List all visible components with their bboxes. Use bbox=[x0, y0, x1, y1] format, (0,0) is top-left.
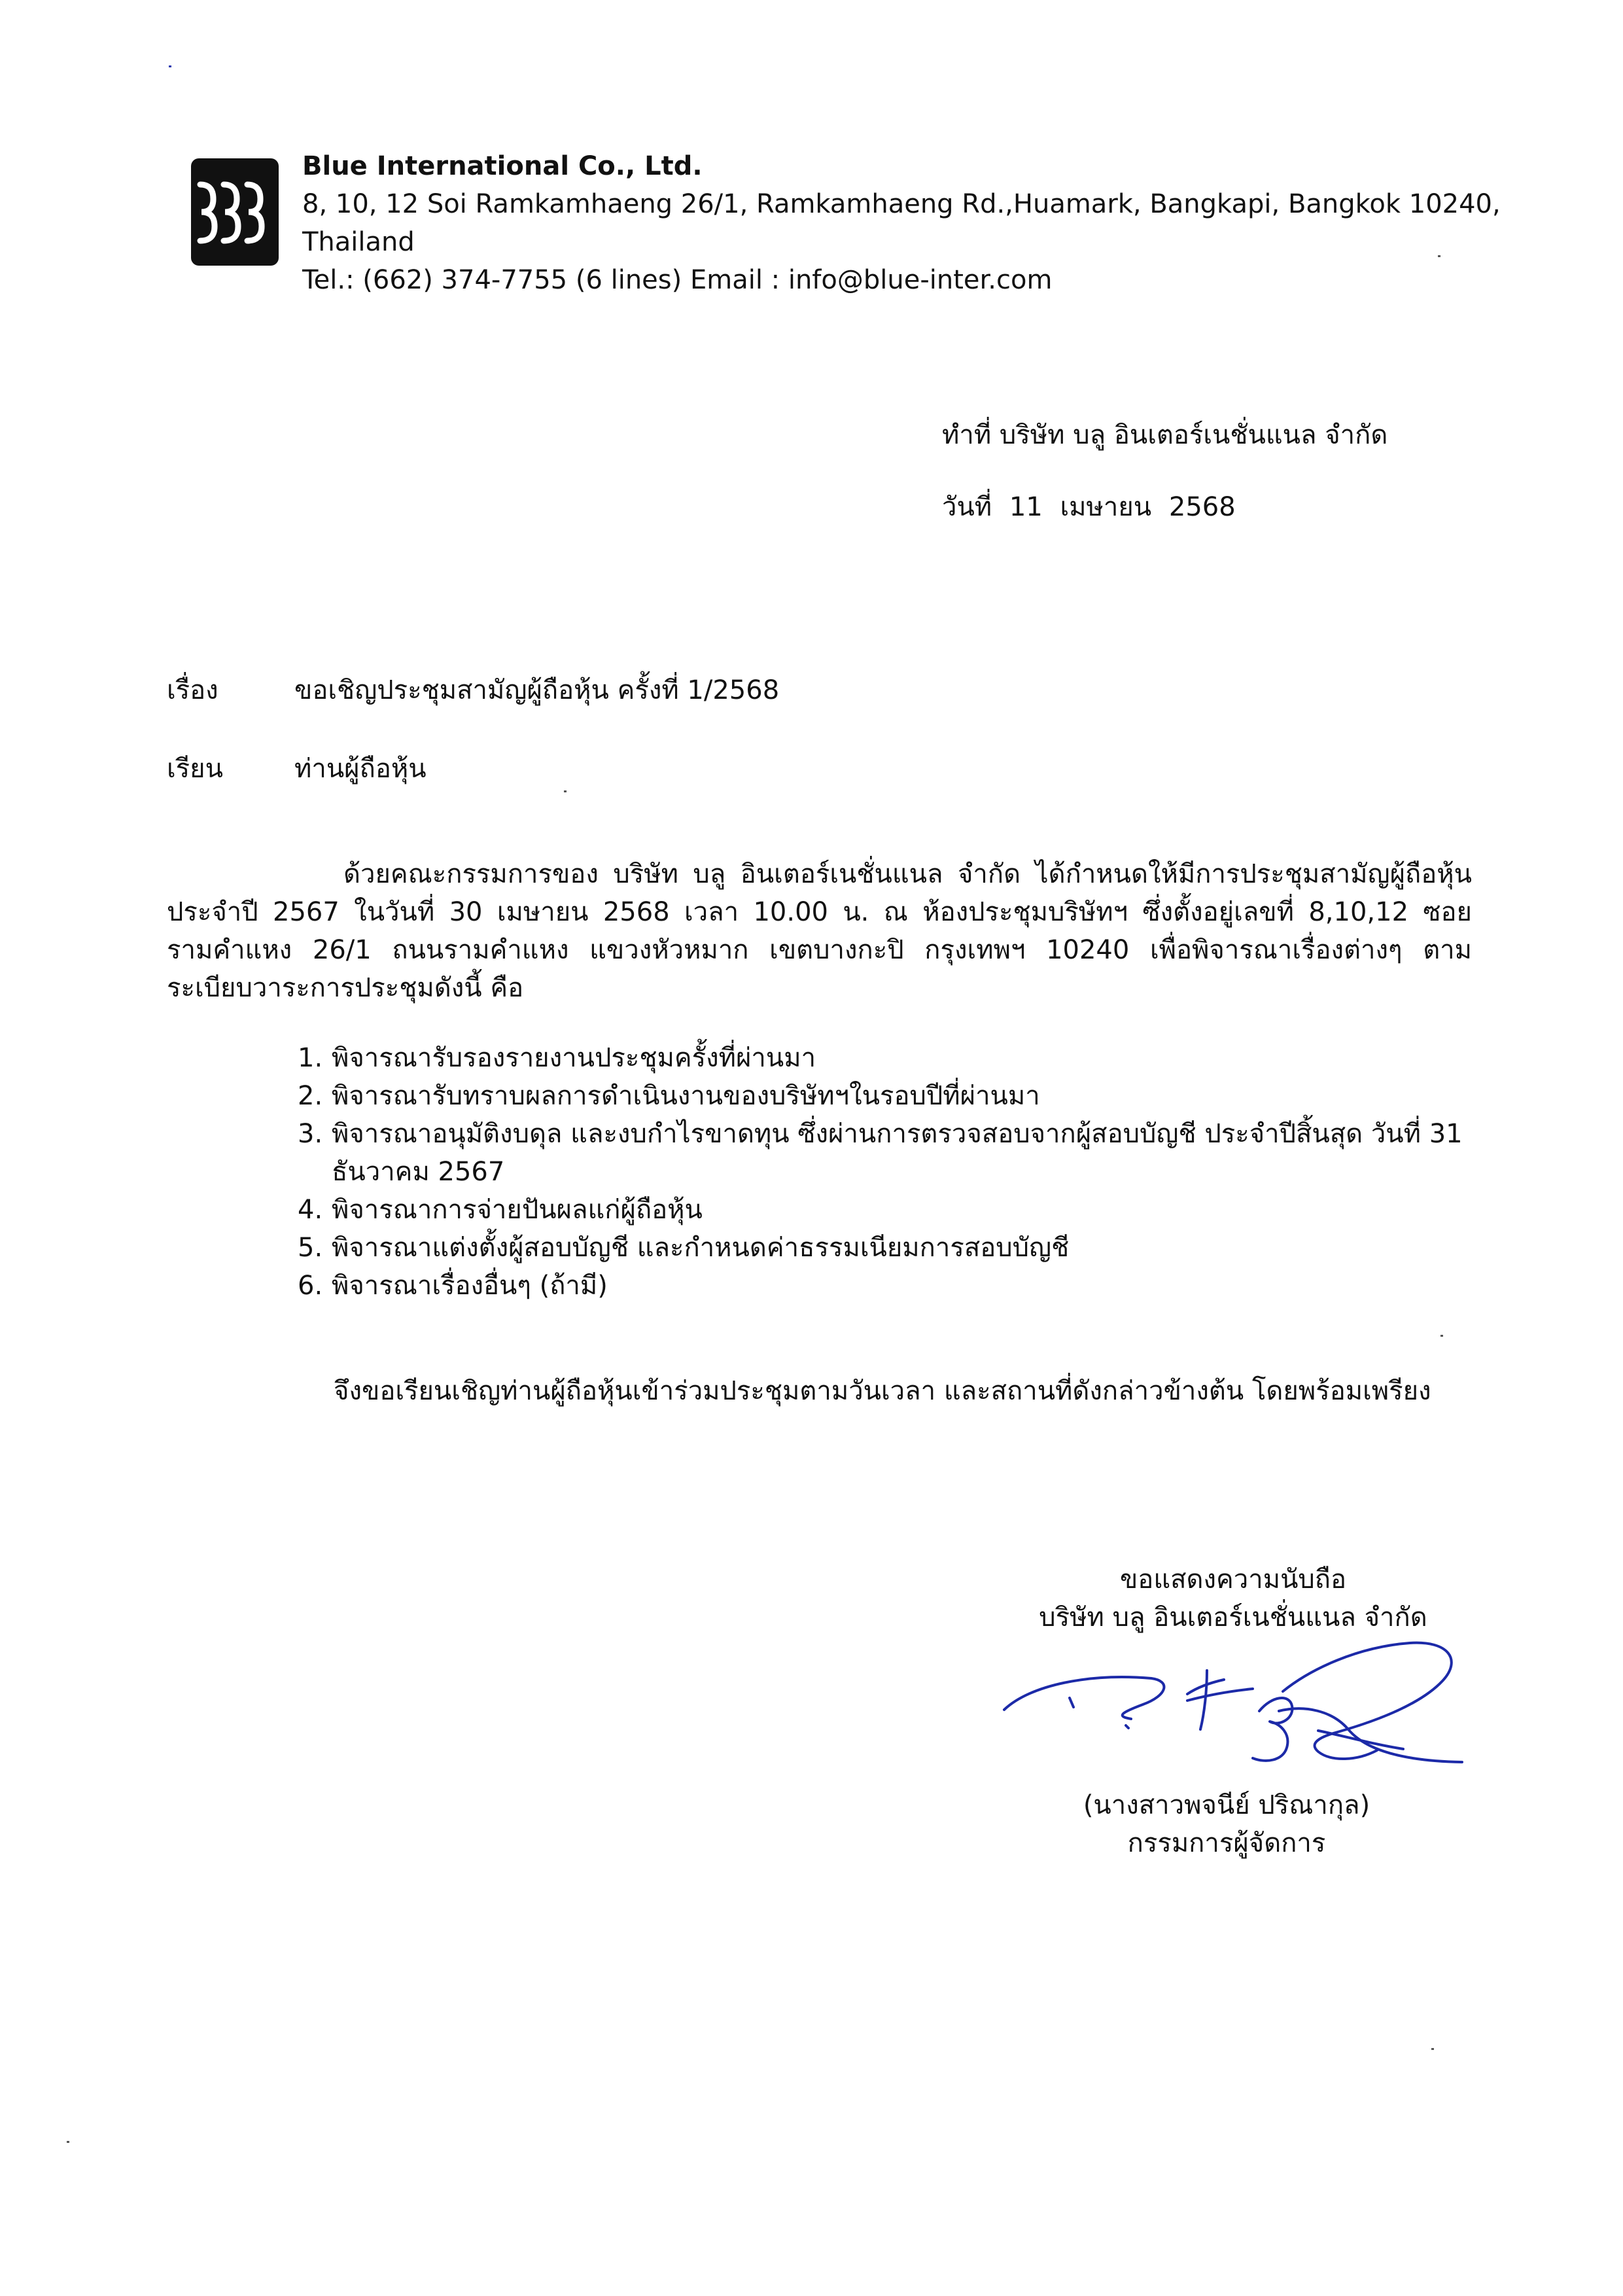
agenda-item: 4. พิจารณาการจ่ายปันผลแก่ผู้ถือหุ้น bbox=[298, 1195, 703, 1225]
scan-speck bbox=[1440, 1335, 1443, 1337]
agenda-item: 3. พิจารณาอนุมัติงบดุล และงบกำไรขาดทุน ซึ่งผ่านการตรวจสอบจากผู้สอบบัญชี ประจำปีสิ้นสุด วันที่ 31 ธันวาคม 2567 bbox=[298, 1119, 1463, 1187]
closing-paragraph bbox=[167, 1371, 1472, 1412]
scan-speck bbox=[1431, 2048, 1434, 2050]
letter-place: ทำที่ บริษัท บลู อินเตอร์เนชั่นแนล จำกัด bbox=[942, 420, 1388, 450]
agenda-item: 1. พิจารณารับรองรายงานประชุมครั้งที่ผ่านมา bbox=[298, 1043, 816, 1073]
scan-speck bbox=[564, 790, 567, 792]
regards-line: ขอแสดงความนับถือ bbox=[1119, 1564, 1347, 1595]
recipient-text: ท่านผู้ถือหุ้น bbox=[294, 754, 427, 784]
letter-date: วันที่ 11 เมษายน 2568 bbox=[942, 492, 1236, 522]
recipient-label: เรียน bbox=[167, 754, 223, 784]
company-contact: Tel.: (662) 374-7755 (6 lines) Email : info@blue-inter.com bbox=[302, 265, 1053, 295]
letterhead bbox=[302, 147, 1597, 299]
closing-text: จึงขอเรียนเชิญท่านผู้ถือหุ้นเข้าร่วมประชุมตามวันเวลา และสถานที่ดังกล่าวข้างต้น โดยพร้อมเพรียง bbox=[334, 1376, 1431, 1406]
intro-paragraph bbox=[167, 855, 1472, 1007]
bbb-logo-icon bbox=[191, 158, 279, 266]
signer-block bbox=[1043, 1786, 1410, 1862]
agenda-item: 6. พิจารณาเรื่องอื่นๆ (ถ้ามี) bbox=[298, 1271, 608, 1301]
regards-company: บริษัท บลู อินเตอร์เนชั่นแนล จำกัด bbox=[1039, 1602, 1427, 1633]
agenda-item: 5. พิจารณาแต่งตั้งผู้สอบบัญชี และกำหนดค่าธรรมเนียมการสอบบัญชี bbox=[298, 1233, 1070, 1263]
agenda-item: 2. พิจารณารับทราบผลการดำเนินงานของบริษัทฯในรอบปีที่ผ่านมา bbox=[298, 1081, 1040, 1111]
scan-speck bbox=[1438, 255, 1440, 257]
signer-title: กรรมการผู้จัดการ bbox=[1127, 1828, 1326, 1858]
intro-text: ด้วยคณะกรรมการของ บริษัท บลู อินเตอร์เนชั่นแนล จำกัด ได้กำหนดให้มีการประชุมสามัญผู้ถือหุ้นประจำปี 2567 ในวันที่ 30 เมษายน 2568 เวลา 10.00 น. ณ ห้องประชุมบริษัทฯ ซึ่งตั้งอยู่เลขที่ 8,10,12 ซอยรามคำแหง 26/1 ถนนรามคำแหง แขวงหัวหมาก เขตบางกะปิ กรุงเทพฯ 10240 เพื่อพิจารณาเรื่องต่างๆ ตามระเบียบวาระการประชุมดังนี้ คือ bbox=[167, 859, 1472, 1003]
agenda-list bbox=[298, 1039, 1475, 1305]
scan-speck bbox=[169, 65, 171, 67]
subject-text: ขอเชิญประชุมสามัญผู้ถือหุ้น ครั้งที่ 1/2568 bbox=[294, 675, 780, 705]
subject-label: เรื่อง bbox=[167, 675, 218, 705]
company-name: Blue International Co., Ltd. bbox=[302, 151, 703, 181]
signature-image bbox=[991, 1633, 1488, 1783]
company-address: 8, 10, 12 Soi Ramkamhaeng 26/1, Ramkamhaeng Rd.,Huamark, Bangkapi, Bangkok 10240, Thailand bbox=[302, 189, 1501, 257]
signer-name: (นางสาวพจนีย์ ปริณากุล) bbox=[1083, 1790, 1370, 1820]
scan-speck bbox=[67, 2141, 69, 2143]
regards-block bbox=[1024, 1561, 1442, 1636]
